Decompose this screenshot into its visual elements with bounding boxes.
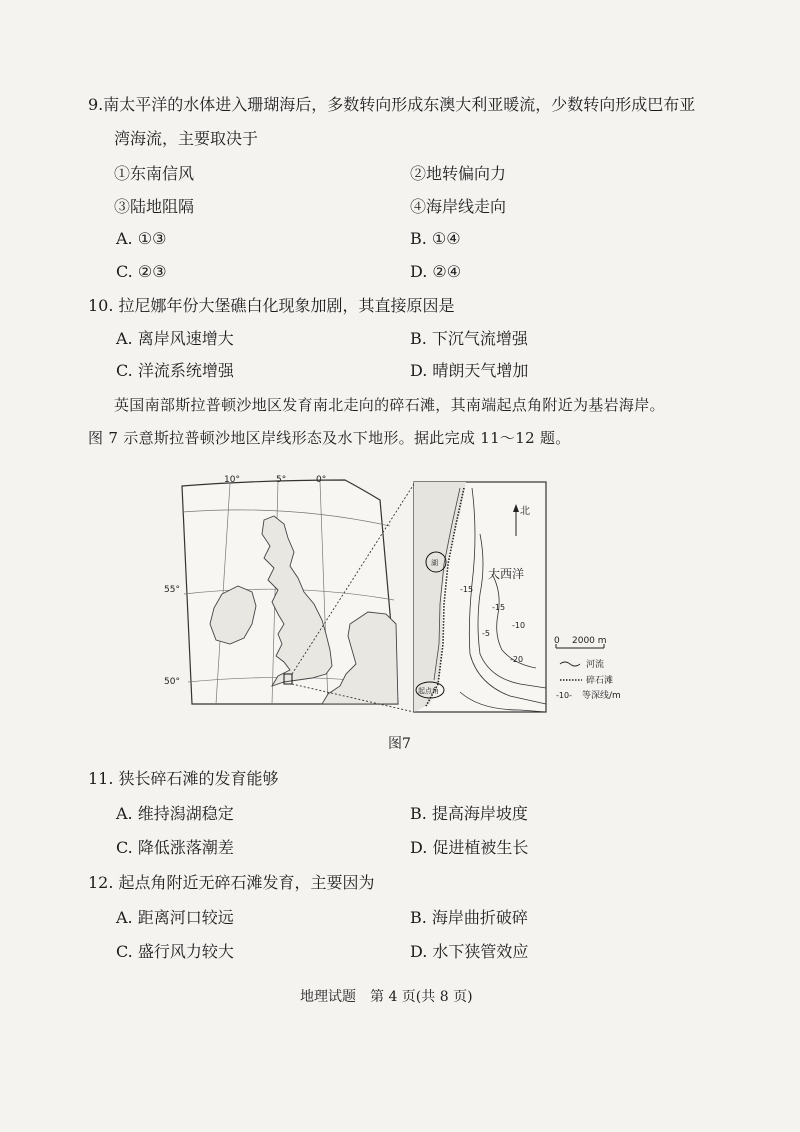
lon-5-label: 5° xyxy=(276,475,287,485)
legend-river: 河流 xyxy=(586,660,605,670)
inset-map xyxy=(414,482,546,712)
q9-item4: ④海岸线走向 xyxy=(410,197,507,216)
q12-stem: 12. 起点角附近无碎石滩发育，主要因为 xyxy=(88,873,375,892)
q9-stem-line1: 9.南太平洋的水体进入珊瑚海后，多数转向形成东澳大利亚暖流，少数转向形成巴布亚 xyxy=(88,95,696,114)
q9-item1: ①东南信风 xyxy=(114,164,195,183)
intro-line1: 英国南部斯拉普顿沙地区发育南北走向的碎石滩，其南端起点角附近为基岩海岸。 xyxy=(114,396,665,414)
q12-option-a: A. 距离河口较远 xyxy=(116,908,234,927)
lake-label: 湖 xyxy=(431,559,438,567)
q12-option-d: D. 水下狭管效应 xyxy=(410,942,529,961)
q9-stem-line2: 湾海流，主要取决于 xyxy=(114,129,259,148)
north-label: 北 xyxy=(520,506,530,517)
legend-contour-icon: -10- xyxy=(556,691,572,700)
depth-15-a: -15 xyxy=(460,585,474,594)
q9-option-c: C. ②③ xyxy=(116,262,167,281)
q9-option-a: A. ①③ xyxy=(116,229,167,248)
start-point-label: 起点角 xyxy=(418,687,439,695)
ocean-label: 大西洋 xyxy=(488,567,525,581)
q10-stem: 10. 拉尼娜年份大堡礁白化现象加剧，其直接原因是 xyxy=(88,296,455,315)
page-footer: 地理试题 第 4 页(共 8 页) xyxy=(300,989,473,1005)
q9-item3: ③陆地阻隔 xyxy=(114,197,195,216)
q9-item2: ②地转偏向力 xyxy=(410,164,507,183)
legend-contour: 等深线/m xyxy=(582,691,621,701)
regional-map xyxy=(164,475,398,704)
scale-zero-label: 0 xyxy=(554,636,560,646)
lat-55-label: 55° xyxy=(164,585,180,595)
legend-river-icon xyxy=(560,662,580,666)
q10-option-d: D. 晴朗天气增加 xyxy=(410,361,529,380)
q10-option-c: C. 洋流系统增强 xyxy=(116,361,234,380)
q10-option-a: A. 离岸风速增大 xyxy=(116,329,234,348)
q12-option-b: B. 海岸曲折破碎 xyxy=(410,908,528,927)
q12-option-c: C. 盛行风力较大 xyxy=(116,942,234,961)
lon-10-label: 10° xyxy=(224,475,240,485)
lon-0-label: 0° xyxy=(316,475,327,485)
depth-15-b: -15 xyxy=(492,603,506,612)
q9-option-b: B. ①④ xyxy=(410,229,461,248)
q10-option-b: B. 下沉气流增强 xyxy=(410,329,528,348)
figure-caption: 图7 xyxy=(388,736,411,752)
q11-option-a: A. 维持潟湖稳定 xyxy=(116,804,234,823)
q9-option-d: D. ②④ xyxy=(410,262,462,281)
intro-line2: 图 7 示意斯拉普顿沙地区岸线形态及水下地形。据此完成 11～12 题。 xyxy=(88,429,571,447)
figure-7-map xyxy=(164,474,640,718)
depth-5: -5 xyxy=(482,629,490,638)
q11-option-b: B. 提高海岸坡度 xyxy=(410,804,528,823)
depth-10: -10 xyxy=(512,621,526,630)
lat-50-label: 50° xyxy=(164,677,180,687)
depth-20: -20 xyxy=(510,655,524,664)
q11-option-c: C. 降低涨落潮差 xyxy=(116,838,234,857)
scale-label: 2000 m xyxy=(572,636,607,646)
q11-option-d: D. 促进植被生长 xyxy=(410,838,529,857)
map-legend xyxy=(554,636,621,701)
legend-beach: 碎石滩 xyxy=(586,676,614,686)
q11-stem: 11. 狭长碎石滩的发育能够 xyxy=(88,769,279,788)
